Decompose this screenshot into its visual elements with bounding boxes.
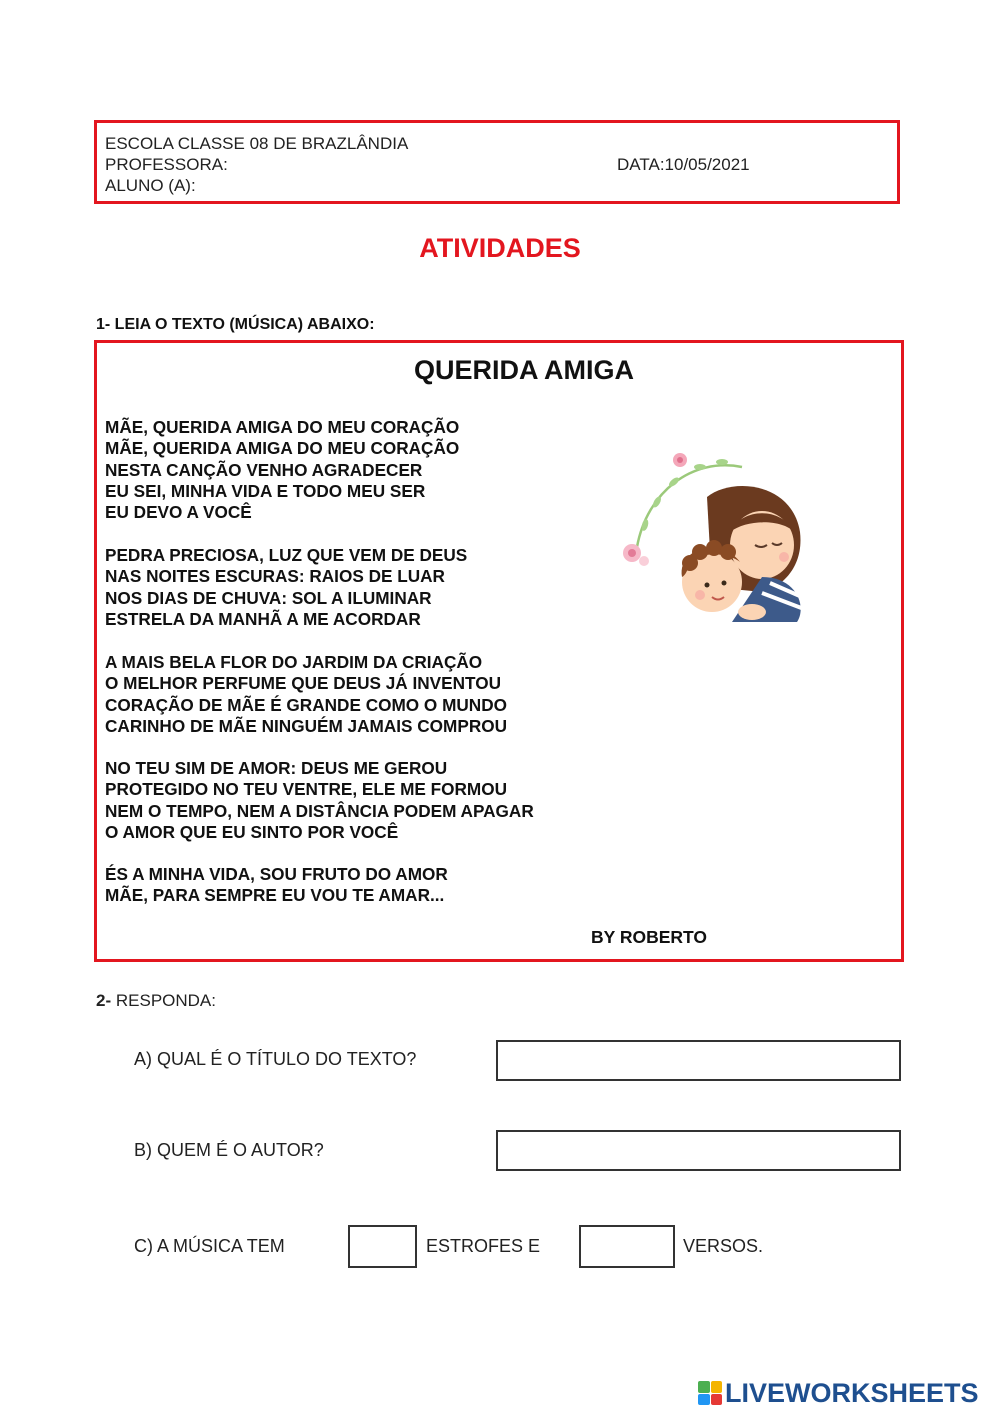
verse: ESTRELA DA MANHÃ A ME ACORDAR bbox=[105, 608, 421, 629]
verse: NEM O TEMPO, NEM A DISTÂNCIA PODEM APAGAR bbox=[105, 800, 534, 821]
verse: ÉS A MINHA VIDA, SOU FRUTO DO AMOR bbox=[105, 864, 448, 884]
question-1-label: 1- LEIA O TEXTO (MÚSICA) ABAIXO: bbox=[96, 316, 375, 333]
student-label: ALUNO (A): bbox=[105, 176, 196, 195]
stanza-3 bbox=[105, 652, 507, 737]
verse: NOS DIAS DE CHUVA: SOL A ILUMINAR bbox=[105, 587, 432, 608]
verse: PEDRA PRECIOSA, LUZ QUE VEM DE DEUS bbox=[105, 545, 468, 565]
verse: EU DEVO A VOCÊ bbox=[105, 502, 252, 523]
leaf bbox=[716, 459, 728, 465]
logo-text: LIVEWORKSHEETS bbox=[725, 1377, 979, 1408]
answer-stanzas-input[interactable] bbox=[348, 1225, 417, 1268]
liveworksheets-logo bbox=[698, 1378, 979, 1408]
question-2-label bbox=[96, 991, 216, 1011]
teacher-label: PROFESSORA: bbox=[105, 155, 228, 174]
question-a-text: A) QUAL É O TÍTULO DO TEXTO? bbox=[134, 1049, 417, 1069]
verse: O MELHOR PERFUME QUE DEUS JÁ INVENTOU bbox=[105, 673, 501, 694]
header-box bbox=[94, 120, 900, 204]
verse: PROTEGIDO NO TEU VENTRE, ELE ME FORMOU bbox=[105, 779, 508, 800]
question-b-text: B) QUEM É O AUTOR? bbox=[134, 1140, 324, 1160]
answer-title-input[interactable] bbox=[496, 1040, 901, 1081]
mother-child-illustration bbox=[612, 437, 812, 637]
verse: MÃE, QUERIDA AMIGA DO MEU CORAÇÃO bbox=[105, 417, 460, 437]
school-name: ESCOLA CLASSE 08 DE BRAZLÂNDIA bbox=[105, 134, 409, 153]
verse: NAS NOITES ESCURAS: RAIOS DE LUAR bbox=[105, 566, 445, 587]
stanza-5 bbox=[105, 864, 448, 907]
song-box bbox=[94, 340, 904, 962]
verse: NESTA CANÇÃO VENHO AGRADECER bbox=[105, 459, 423, 480]
verse: NO TEU SIM DE AMOR: DEUS ME GEROU bbox=[105, 758, 448, 778]
logo-mark-icon bbox=[698, 1381, 722, 1405]
song-author: BY ROBERTO bbox=[591, 927, 708, 947]
question-c-text-middle: ESTROFES E bbox=[426, 1236, 541, 1256]
verse: CORAÇÃO DE MÃE É GRANDE COMO O MUNDO bbox=[105, 694, 508, 715]
verse: O AMOR QUE EU SINTO POR VOCÊ bbox=[105, 821, 399, 842]
answer-author-input[interactable] bbox=[496, 1130, 901, 1171]
verse: A MAIS BELA FLOR DO JARDIM DA CRIAÇÃO bbox=[105, 652, 483, 672]
verse: EU SEI, MINHA VIDA E TODO MEU SER bbox=[105, 480, 426, 501]
question-2-number: 2- bbox=[96, 991, 112, 1010]
page-title: ATIVIDADES bbox=[419, 233, 581, 263]
stanza-1 bbox=[105, 417, 459, 523]
leaf bbox=[694, 464, 706, 470]
date-label: DATA:10/05/2021 bbox=[617, 155, 750, 174]
question-c-text-end: VERSOS. bbox=[683, 1236, 764, 1256]
song-title: QUERIDA AMIGA bbox=[414, 355, 634, 385]
verse: MÃE, PARA SEMPRE EU VOU TE AMAR... bbox=[105, 885, 445, 906]
question-c-text-start: C) A MÚSICA TEM bbox=[134, 1236, 285, 1256]
stanza-2 bbox=[105, 545, 467, 630]
verse: CARINHO DE MÃE NINGUÉM JAMAIS COMPROU bbox=[105, 715, 508, 736]
stanza-4 bbox=[105, 758, 534, 843]
verse: MÃE, QUERIDA AMIGA DO MEU CORAÇÃO bbox=[105, 438, 460, 459]
question-2-text: RESPONDA: bbox=[115, 991, 216, 1010]
answer-verses-input[interactable] bbox=[579, 1225, 675, 1268]
